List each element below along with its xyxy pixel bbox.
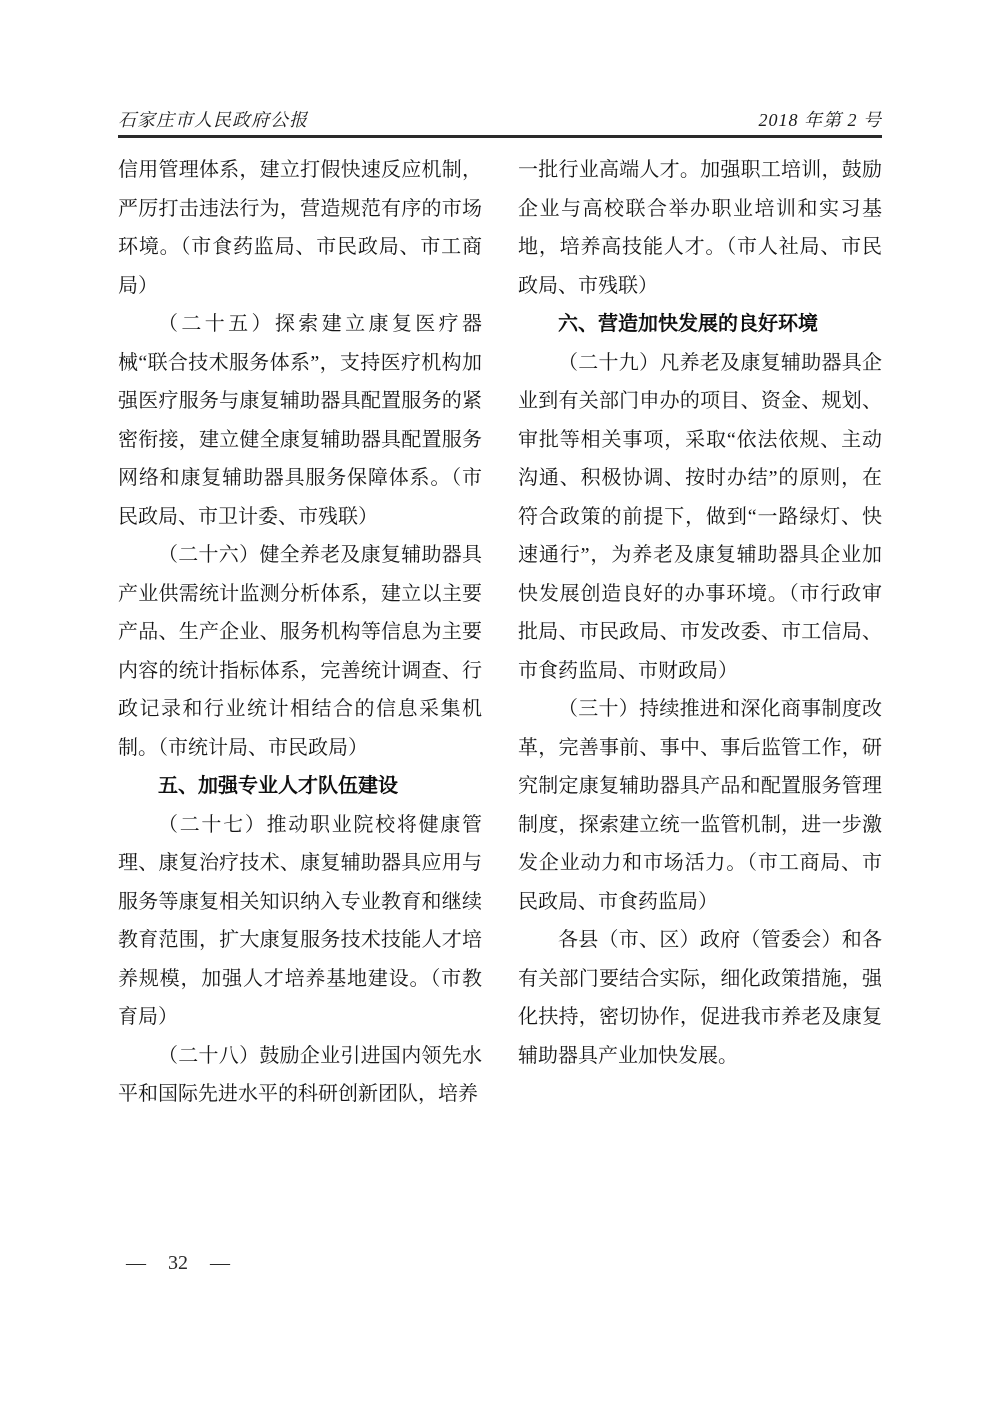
page-number: 32 xyxy=(168,1252,188,1274)
paragraph: 信用管理体系，建立打假快速反应机制，严厉打击违法行为，营造规范有序的市场环境。（市食药监局、市民政局、市工商局） xyxy=(118,159,482,297)
paragraph: （二十七）推动职业院校将健康管理、康复治疗技术、康复辅助器具应用与服务等康复相关知识纳入专业教育和继续教育范围，扩大康复服务技术技能人才培养规模，加强人才培养基地建设。（市教育局） xyxy=(118,813,482,1028)
gazette-title: 石家庄市人民政府公报 xyxy=(118,110,308,130)
paragraph: （二十六）健全养老及康复辅助器具产业供需统计监测分析体系，建立以主要产品、生产企业、服务机构等信息为主要内容的统计指标体系，完善统计调查、行政记录和行业统计相结合的信息采集机制。（市统计局、市民政局） xyxy=(118,544,482,759)
document-body xyxy=(118,151,882,1114)
paragraph: （三十）持续推进和深化商事制度改革，完善事前、事中、事后监管工作，研究制定康复辅助器具产品和配置服务管理制度，探索建立统一监管机制，进一步激发企业动力和市场活力。（市工商局、市民政局、市食药监局） xyxy=(518,698,882,913)
issue-number: 2018 年第 2 号 xyxy=(758,110,882,130)
right-column xyxy=(518,151,882,1114)
paragraph: 各县（市、区）政府（管委会）和各有关部门要结合实际，细化政策措施，强化扶持，密切协作，促进我市养老及康复辅助器具产业加快发展。 xyxy=(518,929,882,1067)
paragraph: （二十八）鼓励企业引进国内领先水平和国际先进水平的科研创新团队，培养 xyxy=(118,1044,482,1105)
page-header xyxy=(118,108,882,132)
page-footer xyxy=(126,1252,230,1275)
paragraph: 一批行业高端人才。加强职工培训，鼓励企业与高校联合举办职业培训和实习基地，培养高技能人才。（市人社局、市民政局、市残联） xyxy=(518,159,882,297)
left-column xyxy=(118,151,482,1114)
paragraph: （二十五）探索建立康复医疗器械“联合技术服务体系”，支持医疗机构加强医疗服务与康复辅助器具配置服务的紧密衔接，建立健全康复辅助器具配置服务网络和康复辅助器具服务保障体系。（市民政局、市卫计委、市残联） xyxy=(118,313,482,528)
footer-left-dash: — xyxy=(126,1252,146,1274)
section-heading: 五、加强专业人才队伍建设 xyxy=(158,775,398,797)
header-rule xyxy=(118,135,882,138)
paragraph: （二十九）凡养老及康复辅助器具企业到有关部门申办的项目、资金、规划、审批等相关事项，采取“依法依规、主动沟通、积极协调、按时办结”的原则，在符合政策的前提下，做到“一路绿灯、快速通行”，为养老及康复辅助器具企业加快发展创造良好的办事环境。（市行政审批局、市民政局、市发改委、市工信局、市食药监局、市财政局） xyxy=(518,351,882,682)
footer-right-dash: — xyxy=(210,1252,230,1274)
section-heading: 六、营造加快发展的良好环境 xyxy=(558,313,818,335)
